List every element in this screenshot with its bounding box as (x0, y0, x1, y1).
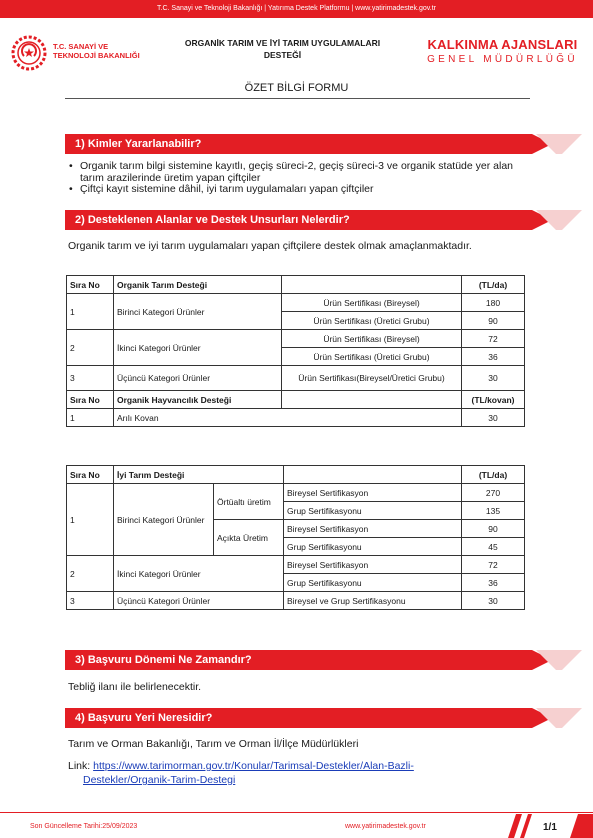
gear-emblem-icon (10, 34, 48, 72)
program-title: ORGANİK TARIM VE İYİ TARIM UYGULAMALARI DESTEĞİ (184, 38, 381, 60)
title-divider (65, 98, 530, 99)
heading-tail-decoration (522, 134, 582, 154)
heading-tail-decoration (522, 210, 582, 230)
eligibility-list (68, 161, 528, 196)
table-header-row: Sıra No İyi Tarım Desteği (TL/da) (67, 466, 525, 484)
table-row: Açıkta Üretim Bireysel Sertifikasyon 90 (67, 520, 525, 538)
footer-divider (0, 812, 593, 813)
footer-stripes-decoration (470, 814, 593, 838)
form-title: ÖZET BİLGİ FORMU (244, 82, 349, 94)
table-row: 1 Birinci Kategori Ürünler Ürün Sertifikası (Bireysel) 180 (67, 294, 525, 312)
section-heading-support: 2) Desteklenen Alanlar ve Destek Unsurları Nelerdir? (65, 210, 530, 230)
table-row: Grup Sertifikasyonu 135 (67, 502, 525, 520)
heading-tail-decoration (522, 708, 582, 728)
heading-tail-decoration (522, 650, 582, 670)
agency-logo: KALKINMA AJANSLARI GENEL MÜDÜRLÜĞÜ (427, 37, 578, 65)
table-row: 3 Üçüncü Kategori Ürünler Ürün Sertifikası(Bireysel/Üretici Grubu) 30 (67, 366, 525, 391)
ministry-name: T.C. SANAYİ VE TEKNOLOJİ BAKANLIĞI (53, 42, 140, 60)
table-row: 2 İkinci Kategori Ürünler Bireysel Sertifikasyon 72 (67, 556, 525, 574)
table-row: Ürün Sertifikası (Üretici Grubu) 36 (67, 348, 525, 366)
support-intro: Organik tarım ve iyi tarım uygulamaları yapan çiftçilere destek olmak amaçlanmaktadır. (68, 240, 472, 252)
table-row: Grup Sertifikasyonu 36 (67, 574, 525, 592)
application-place-text: Tarım ve Orman Bakanlığı, Tarım ve Orman İl/İlçe Müdürlükleri (68, 738, 359, 750)
section-heading-application-place: 4) Başvuru Yeri Neresidir? (65, 708, 530, 728)
table-row: Grup Sertifikasyonu 45 (67, 538, 525, 556)
good-agriculture-table (66, 465, 525, 610)
page-number: 1/1 (543, 822, 557, 833)
table-row: 2 İkinci Kategori Ürünler Ürün Sertifikası (Bireysel) 72 (67, 330, 525, 348)
section-heading-eligibility: 1) Kimler Yararlanabilir? (65, 134, 530, 154)
last-updated: Son Güncelleme Tarihi:25/09/2023 (30, 823, 138, 830)
list-item: • Çiftçi kayıt sistemine dâhil, iyi tarım uygulamaları yapan çiftçiler (68, 184, 528, 196)
table-header-row: Sıra No Organik Hayvancılık Desteği (TL/kovan) (67, 391, 525, 409)
table-row: 3 Üçüncü Kategori Ürünler Bireysel ve Grup Sertifikasyonu 30 (67, 592, 525, 610)
footer-site-link[interactable]: www.yatirimadestek.gov.tr (345, 823, 426, 830)
application-period-text: Tebliğ ilanı ile belirlenecektir. (68, 681, 202, 693)
table-row: 1 Birinci Kategori Ürünler Örtüaltı üretim Bireysel Sertifikasyon 270 (67, 484, 525, 502)
table-row: 1 Arılı Kovan 30 (67, 409, 525, 427)
table-header-row: Sıra No Organik Tarım Desteği (TL/da) (67, 276, 525, 294)
link-label: Link: (68, 760, 91, 772)
organic-support-table (66, 275, 525, 427)
link-block (68, 759, 518, 787)
section-heading-application-period: 3) Başvuru Dönemi Ne Zamandır? (65, 650, 530, 670)
application-link-continued[interactable]: Destekler/Organik-Tarim-Destegi (83, 774, 236, 786)
application-link[interactable]: https://www.tarimorman.gov.tr/Konular/Tarimsal-Destekler/Alan-Bazli- (93, 760, 414, 772)
top-bar: T.C. Sanayi ve Teknoloji Bakanlığı | Yatırıma Destek Platformu | www.yatirimadestek.gov.tr (0, 0, 593, 18)
list-item: • Organik tarım bilgi sistemine kayıtlı, geçiş süreci-2, geçiş süreci-3 ve organik statüde yer alan tarım arazilerinde üretim yapan çiftçiler (68, 161, 528, 184)
table-row: Ürün Sertifikası (Üretici Grubu) 90 (67, 312, 525, 330)
ministry-logo (10, 34, 160, 74)
